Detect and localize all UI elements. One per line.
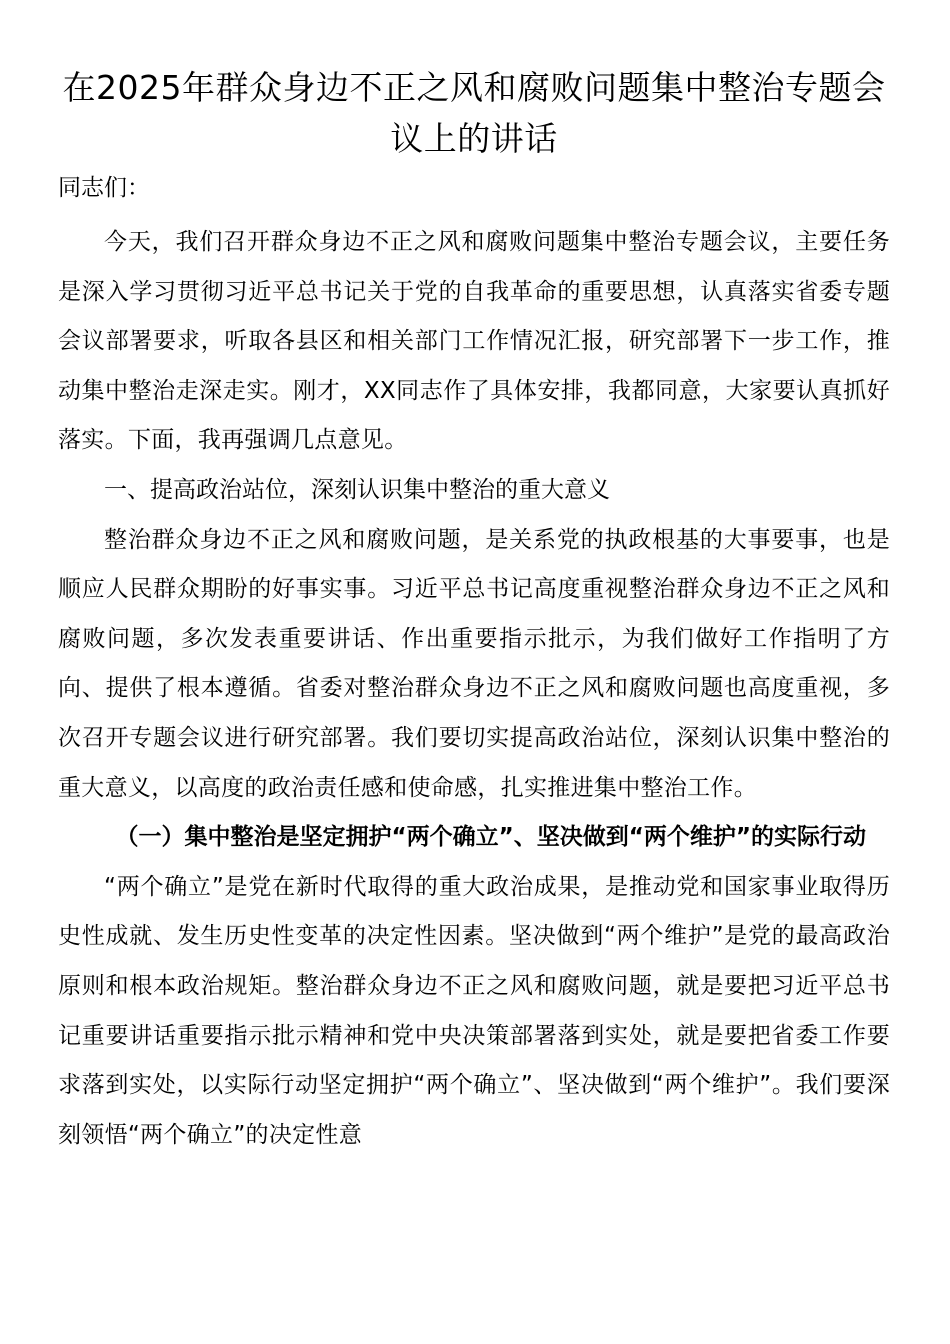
document-page [58,62,890,1160]
section-1-paragraph: 整治群众身边不正之风和腐败问题，是关系党的执政根基的大事要事，也是顺应人民群众期盼的好事实事。习近平总书记高度重视整治群众身边不正之风和腐败问题，多次发表重要讲话、作出重要指示批示，为我们做好工作指明了方向、提供了根本遵循。省委对整治群众身边不正之风和腐败问题也高度重视，多次召开专题会议进行研究部署。我们要切实提高政治站位，深刻认识集中整治的重大意义，以高度的政治责任感和使命感，扎实推进集中整治工作。 [58,526,890,801]
section-heading-1: 一、提高政治站位，深刻认识集中整治的重大意义 [104,476,610,503]
document-title: 在2025年群众身边不正之风和腐败问题集中整治专题会议上的讲话 [62,68,886,158]
salutation: 同志们： [58,175,150,201]
subsection-1-paragraph: “两个确立”是党在新时代取得的重大政治成果，是推动党和国家事业取得历史性成就、发生历史性变革的决定性因素。坚决做到“两个维护”是党的最高政治原则和根本政治规矩。整治群众身边不正之风和腐败问题，就是要把习近平总书记重要讲话重要指示批示精神和党中央决策部署落到实处，就是要把省委工作要求落到实处，以实际行动坚定拥护“两个确立”、坚决做到“两个维护”。我们要深刻领悟“两个确立”的决定性意 [58,873,890,1148]
subsection-heading-1: （一）集中整治是坚定拥护“两个确立”、坚决做到“两个维护”的实际行动 [115,824,866,851]
intro-paragraph: 今天，我们召开群众身边不正之风和腐败问题集中整治专题会议，主要任务是深入学习贯彻习近平总书记关于党的自我革命的重要思想，认真落实省委专题会议部署要求，听取各县区和相关部门工作情况汇报，研究部署下一步工作，推动集中整治走深走实。刚才，XX同志作了具体安排，我都同意，大家要认真抓好落实。下面，我再强调几点意见。 [58,229,890,454]
